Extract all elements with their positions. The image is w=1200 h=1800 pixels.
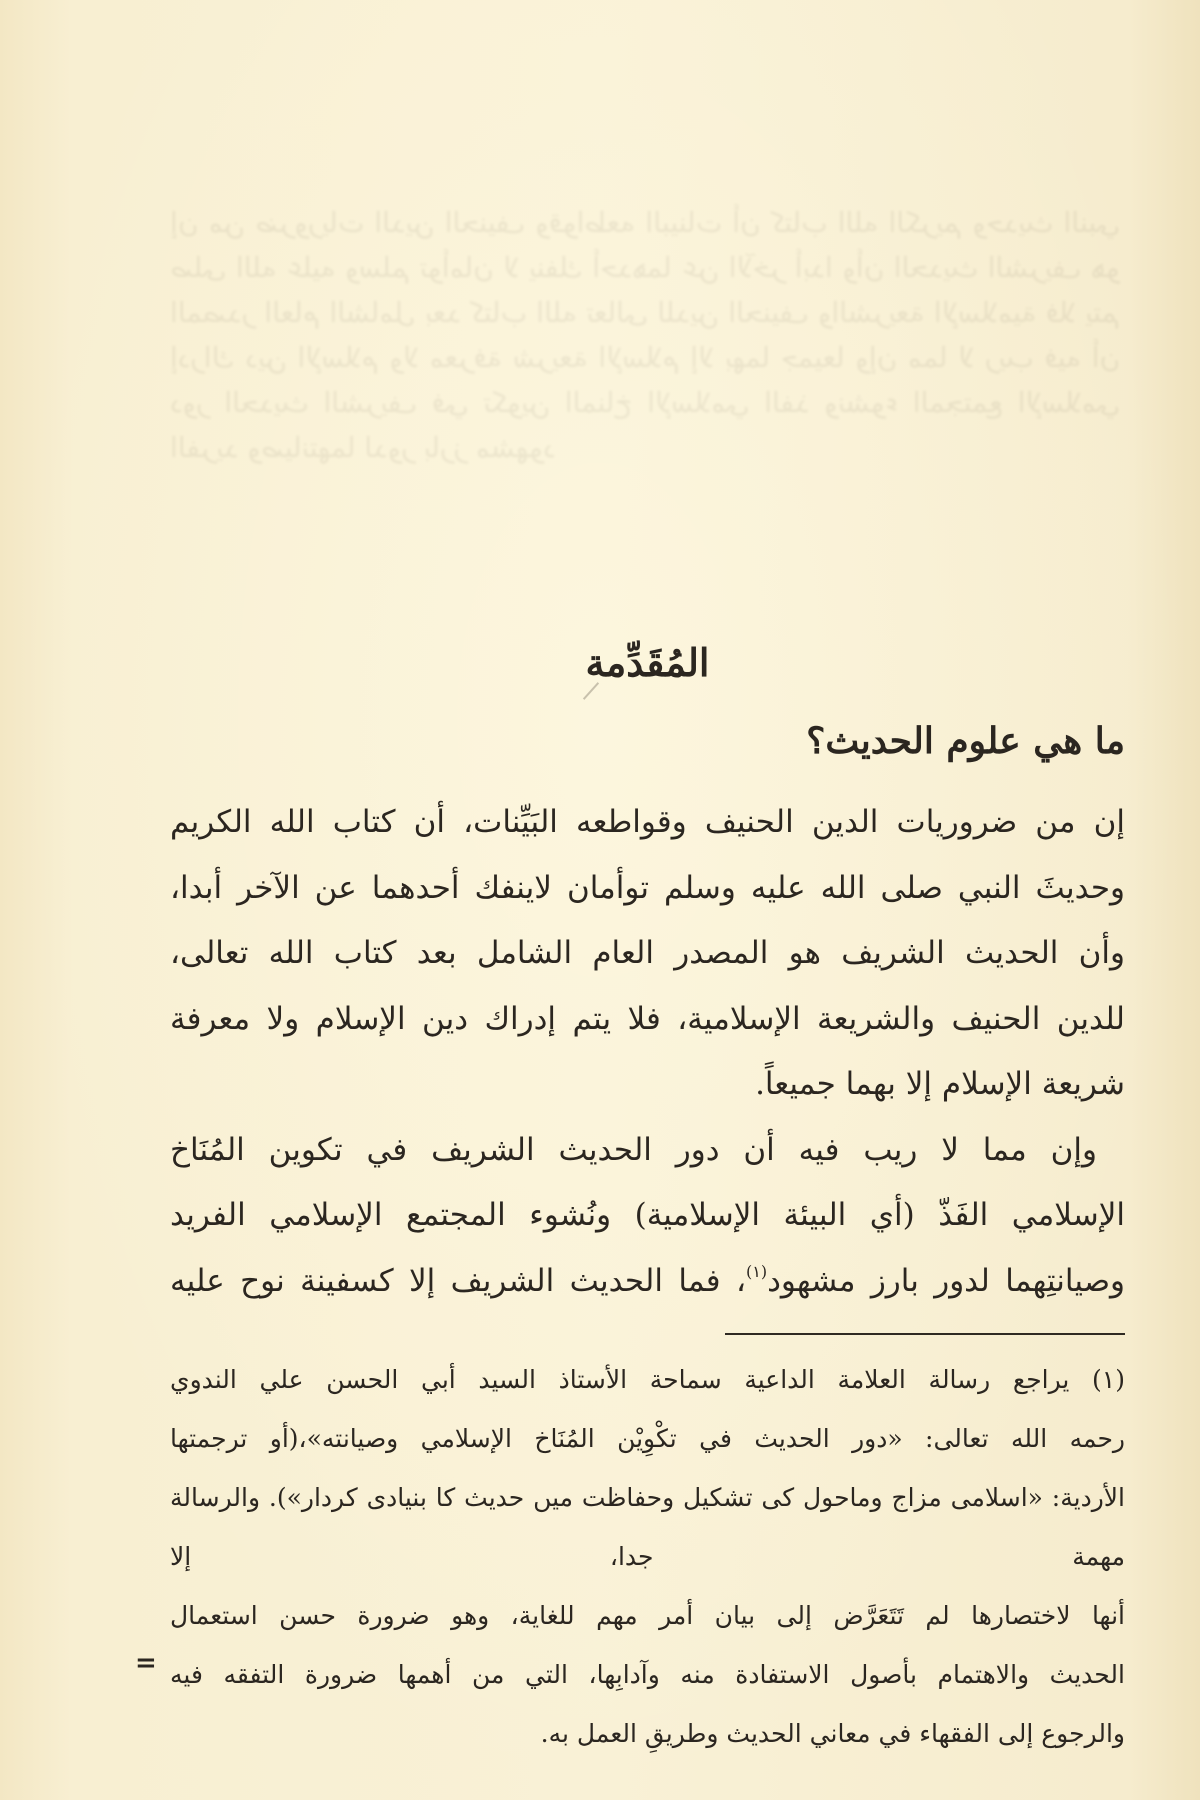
body-line-segment: ، فما الحديث الشريف إلا كسفينة نوح عليه [170, 1262, 746, 1299]
body-line: وإن مما لا ريب فيه أن دور الحديث الشريف في تكوين المُنَاخ [170, 1131, 1097, 1168]
footnote-line: الحديث والاهتمام بأصول الاستفادة منه وآدابِها، التي من أهمها ضرورة التفقه فيه [170, 1660, 1125, 1689]
body-line: إن من ضروريات الدين الحنيف وقواطعه البَيِّنات، أن كتاب الله الكريم [170, 804, 1125, 840]
continuation-mark: = [135, 1648, 157, 1678]
reverse-side-bleed-through: إن من ضروريات الدين الحنيف وقواطعه البينات أن كتاب الله الكريم وحديث النبي صلى الله عليه وسلم توأمان لا ينفك أحدهما عن الآخر أبدا وأن الحديث الشريف هو المصدر العام الشامل بعد كتاب الله تعالى للدين الحنيف والشريعة الإسلامية فلا يتم إدراك دين الإسلام ولا معرفة شريعة الإسلام إلا بهما جميعا وإن مما لا ريب فيه أن دور الحديث الشريف في تكوين المناخ الإسلامي الفذ ونشوء المجتمع الإسلامي الفريد وصيانتهما لدور بارز مشهود [170, 206, 1120, 464]
body-line: للدين الحنيف والشريعة الإسلامية، فلا يتم إدراك دين الإسلام ولا معرفة [170, 1000, 1125, 1037]
chapter-title: المُقَدِّمة [585, 640, 710, 685]
footnote-line: رحمه الله تعالى: «دور الحديث في تكْوِيْن المُنَاخ الإسلامي وصيانته»،(أو ترجمتها [170, 1424, 1125, 1453]
footnote-line: الأردية: «اسلامی مزاج وماحول کی تشکیل وحفاظت میں حدیث کا بنیادی کردار»). والرسالة مهمة جدا، إلا [170, 1483, 1125, 1571]
footnote-1 [170, 1350, 1125, 1763]
footnote-line: أنها لاختصارها لم تَتَعَرَّض إلى بيان أمر مهم للغاية، وهو ضرورة حسن استعمال [170, 1601, 1125, 1630]
paragraph-2 [170, 1118, 1125, 1315]
paragraph-1 [170, 790, 1125, 1118]
section-heading: ما هي علوم الحديث؟ [806, 720, 1125, 762]
body-line: وحديثَ النبي صلى الله عليه وسلم توأمان لاينفك أحدهما عن الآخر أبدا، [170, 869, 1125, 906]
body-line-segment: وصيانتِهما لدور بارز مشهود [767, 1262, 1125, 1299]
footnote-reference[interactable]: (١) [745, 1261, 768, 1281]
body-line [170, 1249, 1125, 1315]
page-content [170, 0, 1125, 1800]
footnotes [170, 1350, 1125, 1763]
footnote-separator [725, 1333, 1125, 1335]
footnote-line: (١) يراجع رسالة العلامة الداعية سماحة الأستاذ السيد أبي الحسن علي الندوي [170, 1365, 1125, 1394]
body-line: الإسلامي الفَذّ (أي البيئة الإسلامية) ونُشوء المجتمع الإسلامي الفريد [170, 1197, 1125, 1233]
footnote-line: والرجوع إلى الفقهاء في معاني الحديث وطريقِ العمل به. [540, 1719, 1125, 1748]
body-text [170, 790, 1125, 1314]
body-line: شريعة الإسلام إلا بهما جميعاً. [755, 1066, 1125, 1102]
body-line: وأن الحديث الشريف هو المصدر العام الشامل بعد كتاب الله تعالى، [170, 935, 1126, 971]
